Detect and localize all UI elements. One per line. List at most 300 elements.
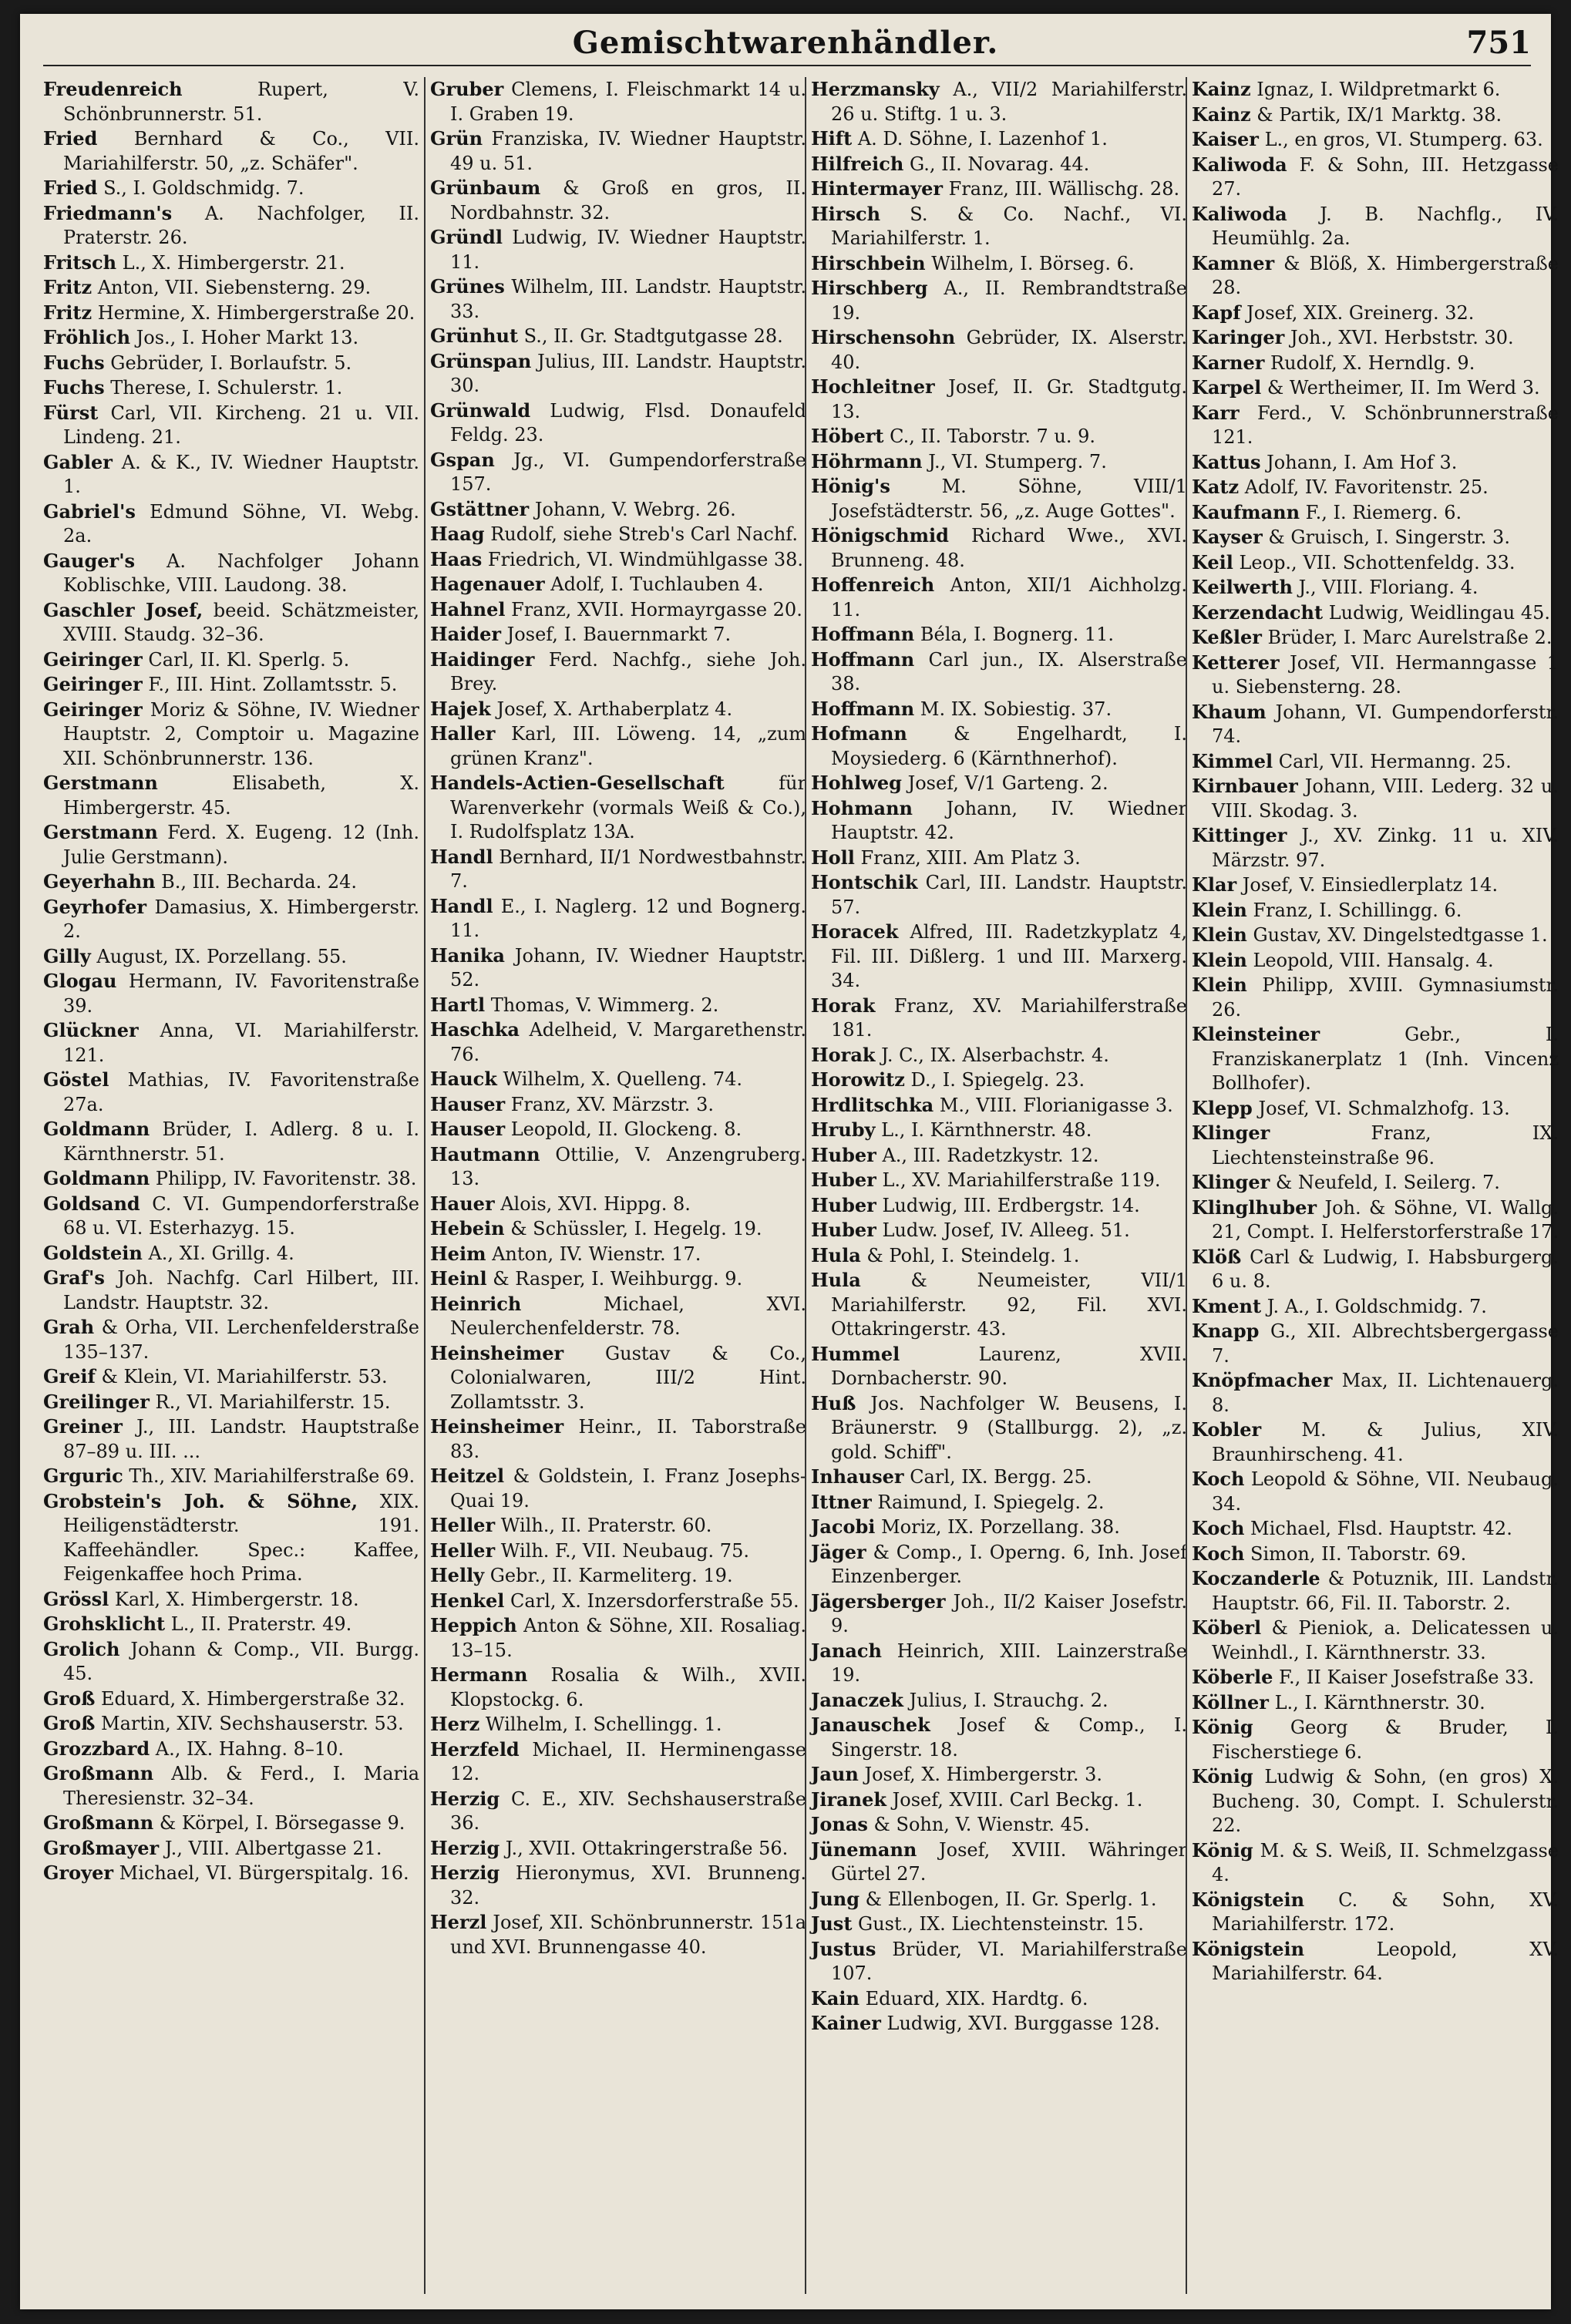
directory-entry	[811, 1490, 1187, 1515]
entry-name: Geiringer	[43, 698, 143, 721]
directory-entry	[1192, 774, 1559, 823]
directory-entry	[43, 375, 419, 401]
entry-name: Haidinger	[430, 647, 535, 671]
entry-name: Justus	[811, 1937, 876, 1960]
directory-entry	[43, 549, 419, 598]
entry-name: Haller	[430, 722, 496, 745]
entry-name: Grozzbard	[43, 1737, 150, 1760]
directory-entry	[1192, 600, 1559, 626]
directory-entry	[1192, 1888, 1559, 1937]
entry-name: Köberl	[1192, 1616, 1262, 1639]
entry-details: Wilhelm, III. Landstr. Hauptstr. 33.	[450, 276, 806, 322]
directory-entry	[811, 1465, 1187, 1490]
entry-name: Freudenreich	[43, 78, 183, 100]
entry-details: Rudolf, X. Herndlg. 9.	[1264, 351, 1475, 374]
directory-entry	[811, 126, 1187, 152]
entry-name: Hauser	[430, 1092, 506, 1115]
entry-details: Ludwig, III. Erdbergstr. 14.	[876, 1194, 1140, 1216]
page-number: 751	[1466, 25, 1531, 61]
entry-details: L., I. Kärnthnerstr. 48.	[875, 1119, 1092, 1141]
directory-entry	[430, 1341, 806, 1415]
entry-name: Grünwald	[430, 399, 531, 422]
entry-name: Kainz	[1192, 78, 1251, 100]
entry-details: Brüder, I. Adlerg. 8 u. I. Kärnthnerstr. 51.	[63, 1118, 419, 1165]
entry-name: Grünhut	[430, 325, 519, 347]
entry-name: Huber	[811, 1193, 876, 1216]
directory-entry	[811, 1688, 1187, 1714]
entry-details: Josef, X. Himbergerstr. 3.	[858, 1764, 1103, 1785]
directory-entry	[1192, 153, 1559, 202]
directory-entry	[811, 77, 1187, 126]
directory-entry	[1192, 898, 1559, 923]
entry-name: Knöpfmacher	[1192, 1369, 1333, 1391]
directory-entry	[1192, 1937, 1559, 1986]
directory-entry	[1192, 525, 1559, 550]
entry-name: Kainer	[811, 2012, 881, 2034]
entry-name: Handl	[430, 845, 493, 868]
entry-details: Carl, IX. Bergg. 25.	[903, 1466, 1092, 1488]
entry-details: Johann & Comp., VII. Burgg. 45.	[63, 1638, 419, 1684]
entry-name: Grössl	[43, 1587, 109, 1610]
directory-entry	[43, 1266, 419, 1315]
entry-name: Janaczek	[811, 1688, 904, 1711]
entry-details: Gustav, XV. Dingelstedtgasse 1.	[1246, 924, 1548, 946]
entry-details: Ferd., V. Schönbrunnerstraße 121.	[1212, 402, 1559, 448]
entry-name: Hohlweg	[811, 772, 902, 794]
entry-name: Kirnbauer	[1192, 775, 1298, 797]
entry-details: C., II. Taborstr. 7 u. 9.	[883, 425, 1096, 447]
entry-details: & Blöß, X. Himbergerstraße 28.	[1212, 252, 1559, 298]
entry-name: Hofmann	[811, 722, 907, 745]
entry-name: Kattus	[1192, 450, 1261, 473]
entry-name: Heppich	[430, 1614, 517, 1636]
entry-details: L., en gros, VI. Stumperg. 63.	[1258, 129, 1543, 150]
directory-entry	[43, 1612, 419, 1637]
entry-details: Max, II. Lichtenauerg. 8.	[1212, 1370, 1559, 1416]
directory-entry	[811, 325, 1187, 375]
directory-entry	[1192, 1368, 1559, 1418]
entry-details: Alfred, III. Radetzkyplatz 4, Fil. III. Dißlerg. 1 und III. Marxerg. 34.	[831, 921, 1187, 991]
entry-details: Carl, II. Kl. Sperlg. 5.	[142, 648, 350, 671]
entry-details: Ludwig, Flsd. Donaufeld Feldg. 23.	[450, 399, 806, 446]
entry-name: Handl	[430, 894, 493, 917]
entry-details: Josef, XII. Schönbrunnerstr. 151a und XVI. Brunnengasse 40.	[450, 1912, 806, 1958]
entry-name: Heller	[430, 1539, 496, 1562]
entry-name: Hebein	[430, 1217, 505, 1239]
directory-entry	[1192, 1245, 1559, 1294]
entry-name: Haschka	[430, 1018, 520, 1041]
directory-entry	[811, 1540, 1187, 1589]
entry-details: Wilhelm, X. Quelleng. 74.	[496, 1068, 742, 1090]
directory-entry	[43, 450, 419, 499]
entry-details: L., II. Praterstr. 49.	[165, 1613, 352, 1635]
directory-entry	[43, 77, 419, 126]
directory-entry	[811, 1887, 1187, 1912]
entry-name: Haag	[430, 523, 485, 545]
directory-entry	[811, 1218, 1187, 1243]
entry-details: Th., XIV. Mariahilferstraße 69.	[123, 1465, 415, 1487]
directory-entry	[1192, 550, 1559, 576]
directory-entry	[43, 301, 419, 326]
entry-details: M. Söhne, VIII/1 Josefstädterstr. 56, „z. Auge Gottes".	[831, 476, 1187, 522]
directory-entry	[811, 697, 1187, 722]
directory-entry	[43, 401, 419, 450]
entry-details: J., XV. Zinkg. 11 u. XIV. Märzstr. 97.	[1212, 825, 1559, 871]
directory-entry	[811, 870, 1187, 920]
directory-entry	[43, 820, 419, 869]
entry-details: Adolf, I. Tuchlauben 4.	[544, 573, 764, 595]
entry-name: Horak	[811, 1043, 876, 1066]
entry-name: Grünbaum	[430, 177, 541, 199]
entry-name: Klinglhuber	[1192, 1196, 1317, 1219]
directory-entry	[1192, 500, 1559, 526]
entry-details: Eduard, XIX. Hardtg. 6.	[859, 1987, 1088, 2010]
directory-entry	[1192, 1319, 1559, 1368]
entry-details: D., I. Spiegelg. 23.	[904, 1069, 1085, 1091]
entry-details: Moriz, IX. Porzellang. 38.	[875, 1516, 1120, 1538]
entry-details: Anton, IV. Wienstr. 17.	[486, 1243, 701, 1265]
directory-entry	[43, 1861, 419, 1886]
entry-details: Franz, XV. Mariahilferstraße 181.	[831, 994, 1187, 1041]
directory-entry	[430, 176, 806, 225]
entry-details: & Pieniok, a. Delicatessen u. Weinhdl., I. Kärnthnerstr. 33.	[1212, 1617, 1559, 1663]
directory-entry	[1192, 202, 1559, 251]
entry-name: Klöß	[1192, 1245, 1242, 1268]
directory-entry	[1192, 325, 1559, 351]
directory-entry	[43, 598, 419, 647]
entry-name: Huber	[811, 1219, 876, 1241]
page-title: Gemischtwarenhändler.	[572, 25, 999, 61]
directory-entry	[1192, 651, 1559, 700]
directory-entry	[811, 1812, 1187, 1838]
directory-entry	[1192, 1764, 1559, 1838]
directory-entry	[1192, 1467, 1559, 1516]
directory-entry	[811, 1589, 1187, 1639]
entry-name: Hintermayer	[811, 177, 944, 200]
entry-details: J., VIII. Floriang. 4.	[1292, 577, 1478, 598]
entry-details: Carl jun., IX. Alserstraße 38.	[831, 648, 1187, 695]
entry-name: Huß	[811, 1391, 856, 1414]
directory-entry	[1192, 1542, 1559, 1567]
entry-name: Fuchs	[43, 351, 105, 374]
entry-details: Eduard, X. Himbergerstraße 32.	[95, 1687, 405, 1710]
entry-name: Koch	[1192, 1542, 1245, 1565]
entry-details: Ludwig, IV. Wiedner Hauptstr. 11.	[450, 227, 806, 273]
entry-name: Fried	[43, 127, 98, 150]
entry-name: Karr	[1192, 401, 1240, 424]
entry-name: Herzig	[430, 1787, 500, 1810]
entry-details: Joh., XVI. Herbststr. 30.	[1284, 327, 1514, 348]
column-4	[1186, 77, 1559, 2294]
entry-name: Fritz	[43, 276, 93, 298]
entry-name: Groß	[43, 1687, 96, 1710]
entry-name: Höhrmann	[811, 449, 923, 473]
entry-name: Jäger	[811, 1540, 866, 1563]
entry-details: Franz, XV. Märzstr. 3.	[505, 1093, 714, 1115]
entry-name: Grguric	[43, 1465, 123, 1487]
entry-name: Grünspan	[430, 349, 532, 372]
directory-entry	[811, 1937, 1187, 1986]
entry-name: Klinger	[1192, 1171, 1270, 1193]
directory-entry	[43, 1687, 419, 1712]
entry-details: & Wertheimer, II. Im Werd 3.	[1261, 377, 1540, 399]
entry-details: A. Nachfolger Johann Koblischke, VIII. Laudong. 38.	[63, 550, 419, 596]
entry-name: Henkel	[430, 1589, 505, 1612]
directory-entry	[43, 1464, 419, 1489]
directory-entry	[1192, 873, 1559, 898]
directory-entry	[430, 771, 806, 845]
entry-details: & Comp., I. Operng. 6, Inh. Josef Einzenberger.	[831, 1541, 1187, 1587]
entry-name: Klepp	[1192, 1096, 1253, 1119]
entry-name: Hönig's	[811, 475, 890, 497]
entry-name: Grah	[43, 1316, 95, 1338]
directory-entry	[43, 201, 419, 251]
entry-name: Fried	[43, 177, 98, 199]
entry-details: F., III. Hint. Zollamtsstr. 5.	[142, 674, 398, 695]
entry-name: Klein	[1192, 948, 1247, 971]
entry-details: & Rasper, I. Weihburgg. 9.	[486, 1268, 743, 1290]
directory-entry	[430, 894, 806, 943]
entry-name: Glogau	[43, 970, 117, 992]
column-2	[424, 77, 806, 2294]
entry-name: Hauser	[430, 1118, 506, 1140]
directory-entry	[1192, 301, 1559, 326]
entry-details: M. IX. Sobiestig. 37.	[914, 698, 1112, 720]
entry-details: Franz, IX. Liechtensteinstraße 96.	[1212, 1122, 1559, 1169]
entry-name: Kerzendacht	[1192, 600, 1324, 624]
entry-name: Hirschberg	[811, 277, 928, 299]
entry-details: & Gruisch, I. Singerstr. 3.	[1262, 526, 1510, 548]
directory-entry	[430, 572, 806, 597]
entry-name: Gerstmann	[43, 821, 158, 843]
entry-details: Johann, VIII. Lederg. 32 u. VIII. Skodag. 3.	[1212, 775, 1559, 822]
entry-name: Just	[811, 1912, 853, 1935]
directory-entry	[43, 698, 419, 772]
directory-entry	[430, 1539, 806, 1564]
directory-entry	[43, 672, 419, 698]
entry-details: Michael, VI. Bürgerspitalg. 16.	[113, 1862, 409, 1884]
entry-details: Ignaz, I. Wildpretmarkt 6.	[1250, 79, 1501, 100]
entry-details: J., VI. Stumperg. 7.	[922, 450, 1107, 473]
entry-name: Grün	[430, 127, 483, 150]
directory-entry	[430, 1117, 806, 1142]
entry-details: Laurenz, XVII. Dornbacherstr. 90.	[831, 1343, 1187, 1389]
entry-name: Hift	[811, 127, 853, 150]
directory-entry	[430, 1142, 806, 1192]
entry-name: Jonas	[811, 1813, 868, 1835]
entry-name: Hauer	[430, 1192, 495, 1215]
directory-entry	[43, 1166, 419, 1192]
entry-details: Josef & Comp., I. Singerstr. 18.	[831, 1714, 1187, 1761]
entry-details: & Orha, VII. Lerchenfelderstraße 135–137.	[63, 1317, 419, 1363]
directory-entry	[430, 448, 806, 497]
entry-name: Ketterer	[1192, 651, 1280, 674]
entry-details: Ludwig & Sohn, (en gros) X. Bucheng. 30, Compt. I. Schulerstr. 22.	[1212, 1766, 1559, 1836]
entry-name: Haas	[430, 547, 483, 570]
directory-entry	[1192, 127, 1559, 153]
entry-details: Clemens, I. Fleischmarkt 14 u. I. Graben 19.	[450, 79, 806, 125]
directory-entry	[43, 771, 419, 820]
entry-details: A. Nachfolger, II. Praterstr. 26.	[63, 202, 419, 248]
entry-details: Philipp, IV. Favoritenstr. 38.	[150, 1168, 417, 1189]
directory-entry	[43, 1018, 419, 1068]
entry-name: Hoffenreich	[811, 573, 935, 596]
entry-name: Kimmel	[1192, 749, 1273, 772]
entry-details: Julius, I. Strauchg. 2.	[903, 1689, 1108, 1711]
directory-page	[20, 14, 1559, 2309]
entry-name: Glückner	[43, 1019, 139, 1041]
entry-name: Fritsch	[43, 251, 117, 274]
directory-entry	[43, 1364, 419, 1390]
entry-details: A., II. Rembrandtstraße 19.	[831, 277, 1187, 324]
directory-entry	[811, 474, 1187, 523]
directory-entry	[1192, 1566, 1559, 1616]
directory-entry	[43, 969, 419, 1018]
entry-details: J. C., IX. Alserbachstr. 4.	[875, 1044, 1109, 1066]
entry-details: Heinrich, XIII. Lainzerstraße 19.	[831, 1640, 1187, 1686]
entry-details: Leopold, II. Glockeng. 8.	[505, 1118, 742, 1140]
entry-name: Hula	[811, 1269, 861, 1291]
entry-details: Johann, IV. Wiedner Hauptstr. 42.	[831, 797, 1187, 843]
directory-entry	[1192, 1418, 1559, 1467]
directory-entry	[811, 1838, 1187, 1887]
directory-entry	[1192, 575, 1559, 600]
entry-name: Klar	[1192, 873, 1237, 896]
directory-entry	[1192, 1121, 1559, 1170]
directory-entry	[811, 1391, 1187, 1465]
entry-name: Klein	[1192, 898, 1247, 921]
entry-name: Hirschensohn	[811, 326, 956, 348]
entry-details: Ferd. X. Eugeng. 12 (Inh. Julie Gerstmann).	[63, 822, 419, 868]
directory-entry	[1192, 700, 1559, 749]
directory-entry	[1192, 923, 1559, 948]
entry-name: Karner	[1192, 351, 1265, 374]
directory-entry	[430, 1292, 806, 1341]
entry-name: Karpel	[1192, 376, 1262, 399]
entry-name: Herzig	[430, 1862, 500, 1884]
directory-entry	[811, 622, 1187, 647]
entry-name: Hönigschmid	[811, 524, 949, 547]
entry-name: Gabriel's	[43, 499, 136, 523]
entry-details: F. & Sohn, III. Hetzgasse 27.	[1212, 153, 1559, 200]
directory-entry	[43, 869, 419, 895]
entry-details: & Partik, IX/1 Marktg. 38.	[1250, 103, 1502, 126]
directory-entry	[430, 1563, 806, 1589]
entry-details: C. VI. Gumpendorferstraße 68 u. VI. Esterhazyg. 15.	[63, 1192, 419, 1239]
entry-name: Kayser	[1192, 526, 1263, 548]
entry-name: Kment	[1192, 1294, 1262, 1317]
entry-name: Huber	[811, 1143, 876, 1166]
directory-entry	[811, 251, 1187, 277]
entry-name: Jaun	[811, 1763, 859, 1785]
entry-name: Köberle	[1192, 1666, 1273, 1688]
entry-details: Joh. Nachfg. Carl Hilbert, III. Landstr. Hauptstr. 32.	[63, 1267, 419, 1313]
directory-entry	[811, 1912, 1187, 1937]
entry-details: & Körpel, I. Börsegasse 9.	[153, 1812, 405, 1834]
entry-details: XIX. Heiligenstädterstr. 191. Kaffeehändler. Spec.: Kaffee, Feigenkaffee hoch Prima.	[63, 1490, 419, 1585]
entry-details: Moriz & Söhne, IV. Wiedner Hauptstr. 2, Comptoir u. Magazine XII. Schönbrunnerstr. 136.	[63, 698, 419, 769]
entry-details: Josef, V/1 Garteng. 2.	[901, 772, 1108, 794]
entry-details: J., VIII. Albertgasse 21.	[159, 1837, 382, 1859]
entry-details: Carl, III. Landstr. Hauptstr. 57.	[831, 872, 1187, 918]
entry-name: Heim	[430, 1242, 486, 1265]
directory-entry	[430, 1613, 806, 1663]
entry-name: Haider	[430, 623, 502, 645]
entry-details: Damasius, X. Himbergerstr. 2.	[63, 896, 419, 942]
entry-details: August, IX. Porzellang. 55.	[90, 945, 347, 967]
directory-entry	[811, 1639, 1187, 1688]
entry-name: Greif	[43, 1365, 96, 1387]
entry-details: L., X. Himbergerstr. 21.	[116, 251, 345, 274]
directory-entry	[811, 1342, 1187, 1391]
entry-details: Hermann, IV. Favoritenstraße 39.	[63, 970, 419, 1017]
entry-details: Wilh. F., VII. Neubaug. 75.	[495, 1539, 749, 1562]
entry-details: Bernhard & Co., VII. Mariahilferstr. 50, „z. Schäfer".	[63, 128, 419, 174]
directory-entry	[430, 522, 806, 547]
entry-name: Gspan	[430, 448, 495, 471]
entry-name: Greiner	[43, 1415, 123, 1438]
entry-details: Adelheid, V. Margarethenstr. 76.	[450, 1019, 806, 1065]
entry-name: Koch	[1192, 1468, 1245, 1490]
entry-name: Gaschler Josef,	[43, 598, 204, 621]
entry-name: Hermann	[430, 1663, 528, 1686]
entry-details: Rosalia & Wilh., XVII. Klopstockg. 6.	[450, 1664, 806, 1710]
entry-name: Herz	[430, 1713, 480, 1735]
entry-details: M. & S. Weiß, II. Schmelzgasse 4.	[1212, 1839, 1559, 1885]
entry-name: Heinrich	[430, 1292, 522, 1315]
entry-details: A. D. Söhne, I. Lazenhof 1.	[852, 128, 1108, 150]
entry-name: Holl	[811, 846, 855, 869]
entry-name: Großmann	[43, 1811, 154, 1834]
directory-entry	[1192, 1022, 1559, 1096]
column-3	[805, 77, 1187, 2294]
entry-name: Kaufmann	[1192, 500, 1300, 523]
entry-details: Franz, I. Schillingg. 6.	[1246, 899, 1462, 921]
directory-entry	[430, 497, 806, 523]
directory-entry	[43, 176, 419, 201]
entry-name: Fritz	[43, 301, 93, 324]
entry-name: Kobler	[1192, 1418, 1262, 1441]
entry-name: Jünemann	[811, 1838, 917, 1861]
entry-name: Kainz	[1192, 103, 1251, 126]
directory-entry	[430, 547, 806, 573]
entry-details: & Groß en gros, II. Nordbahnstr. 32.	[450, 177, 806, 224]
entry-details: A., IX. Hahng. 8–10.	[150, 1737, 345, 1760]
directory-entry	[1192, 251, 1559, 301]
entry-name: Großmann	[43, 1762, 154, 1784]
directory-entry	[811, 152, 1187, 177]
directory-entry	[1192, 1196, 1559, 1245]
directory-entry	[811, 1268, 1187, 1342]
directory-entry	[1192, 1096, 1559, 1122]
directory-entry	[43, 499, 419, 549]
entry-details: Carl, VII. Hermanng. 25.	[1273, 750, 1512, 772]
entry-details: M. & Julius, XIV. Braunhirscheng. 41.	[1212, 1419, 1559, 1465]
entry-details: Franz, III. Wällischg. 28.	[943, 178, 1180, 200]
entry-details: Ottilie, V. Anzengruberg. 13.	[450, 1143, 806, 1189]
directory-entry	[811, 1068, 1187, 1093]
directory-entry	[811, 1193, 1187, 1219]
directory-entry	[430, 1836, 806, 1862]
directory-entry	[430, 1513, 806, 1539]
entry-name: Grünes	[430, 275, 505, 298]
entry-details: C. & Sohn, XV. Mariahilferstr. 172.	[1212, 1888, 1559, 1935]
directory-entry	[811, 994, 1187, 1043]
entry-details: F., I. Riemerg. 6.	[1300, 501, 1462, 523]
entry-name: Hirsch	[811, 202, 881, 225]
directory-entry	[1192, 823, 1559, 873]
directory-entry	[43, 351, 419, 376]
